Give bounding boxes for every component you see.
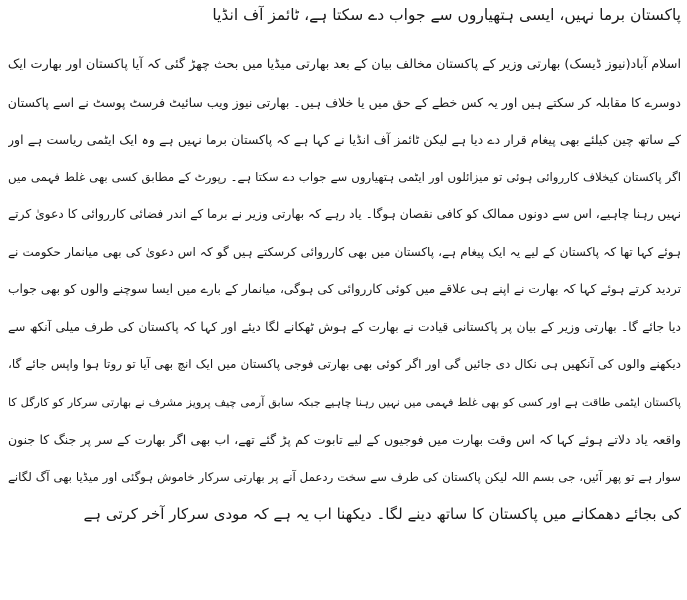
article-headline: پاکستان برما نہیں، ایسی ہتھیاروں سے جواب دے سکتا ہے، ٹائمز آف انڈیا: [212, 6, 681, 24]
article-line-11: واقعہ یاد دلاتے ہوئے کہا کہ اس وقت بھارت میں فوجیوں کے لیے تابوت کم پڑ گئے تھے، اب بھی اگر بھارت کے سر پر جنگ کا جنون: [8, 432, 681, 447]
article-line-10: پاکستان ایٹمی طاقت ہے اور کسی کو بھی غلط فہمی میں نہیں رہنا چاہیے جبکہ سابق آرمی چیف پرویز مشرف نے بھارتی سرکار کو کارگل کا: [8, 395, 681, 409]
article-line-6: ہوئے کہا تھا کہ پاکستان کے لیے یہ ایک پیغام ہے، پاکستان میں بھی کارروائی کرسکتے ہیں گو کہ اس دعویٰ کی بھی میانمار حکومت نے: [8, 244, 681, 259]
article-line-2: دوسرے کا مقابلہ کر سکتے ہیں اور یہ کس خطے کے حق میں یا خلاف ہیں۔ بھارتی نیوز ویب سائیٹ فرسٹ پوسٹ نے اسے پاکستان: [8, 94, 681, 110]
article-line-4: اگر پاکستان کیخلاف کارروائی ہوئی تو میزائلوں اور ایٹمی ہتھیاروں سے جواب دے سکتا ہے۔ رپورٹ کے مطابق کسی بھی غلط فہمی میں: [8, 169, 681, 184]
article-line-7: تردید کرتے ہوئے کہا کہ بھارت نے اپنے ہی علاقے میں کوئی کارروائی کی ہوگی، میانمار کے بارے میں ایسا سوچنے والوں کو بھی جواب: [8, 282, 681, 296]
article-line-13: کی بجائے دھمکانے میں پاکستان کا ساتھ دینے لگا۔ دیکھنا اب یہ ہے کہ مودی سرکار آخر کرتی ہے: [83, 505, 681, 523]
article-line-12: سوار ہے تو پھر آئیں، جی بسم اللہ لیکن پاکستان کی طرف سے سخت ردعمل آنے پر بھارتی سرکار خاموش ہوگئی اور میڈیا بھی آگ لگانے: [8, 469, 681, 484]
article-line-5: نہیں رہنا چاہیے، اس سے دونوں ممالک کو کافی نقصان ہوگا۔ یاد رہے کہ بھارتی وزیر نے برما کے اندر فضائی کارروائی کا دعویٰ کرتے: [8, 207, 681, 221]
article-line-3: کے ساتھ چین کیلئے بھی پیغام قرار دے دیا ہے لیکن ٹائمز آف انڈیا نے کہا ہے کہ پاکستان برما نہیں ہے وہ ایک ایٹمی ریاست ہے اور: [8, 132, 681, 147]
article-line-8: دیا جائے گا۔ بھارتی وزیر کے بیان پر پاکستانی قیادت نے بھارت کے ہوش ٹھکانے لگا دیئے اور کہا کہ پاکستان کی طرف میلی آنکھ سے: [8, 319, 681, 334]
article-line-9: دیکھنے والوں کی آنکھیں ہی نکال دی جائیں گی اور اگر کوئی بھی بھارتی فوجی پاکستان میں ایک انچ بھی آیا تو روتا ہوا واپس جائے گا،: [8, 357, 681, 371]
headline-gap: [8, 30, 681, 46]
article-line-1: اسلام آباد(نیوز ڈیسک) بھارتی وزیر کے پاکستان مخالف بیان کے بعد بھارتی میڈیا میں بحث چھڑ گئی کہ آیا پاکستان اور بھارت ایک: [8, 57, 681, 72]
